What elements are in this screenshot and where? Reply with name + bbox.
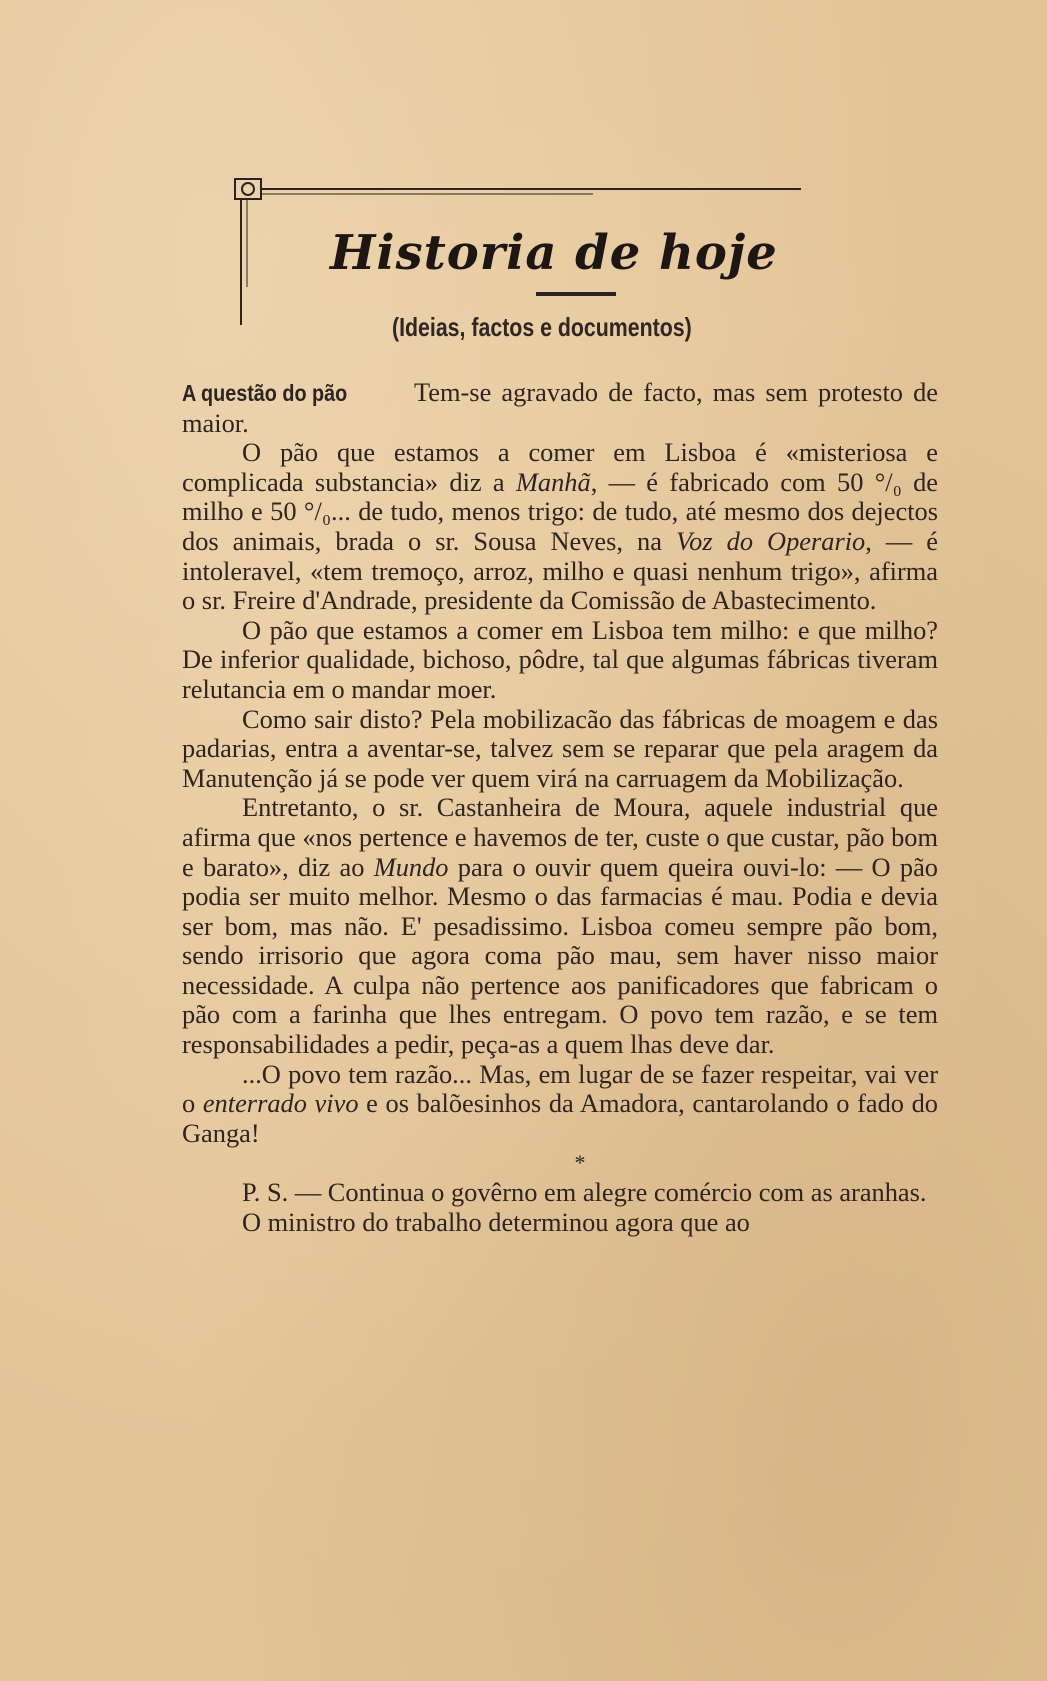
paragraph-2: [182, 438, 938, 616]
newspaper-mundo: Mundo: [373, 851, 449, 882]
enterrado-vivo-title: enterrado vivo: [202, 1088, 359, 1119]
paragraph-1: [182, 378, 938, 438]
paragraph-3: O pão que estamos a comer em Lisboa tem milho: e que milho? De inferior qualidade, bichoso, pôdre, tal que algumas fábricas tiveram relutancia em o mandar moer.: [182, 614, 938, 704]
paragraph-2-text-e: , — é intoleravel, «tem tremoço, arroz, milho e quasi nenhum trigo», afirma o sr. Freire d'Andrade, presidente da Comissão de Abastecimento.: [182, 525, 938, 616]
page-subtitle: (Ideias, factos e documentos): [392, 312, 692, 342]
paragraph-8: O ministro do trabalho determinou agora que ao: [242, 1206, 750, 1237]
article-body: [182, 378, 938, 1237]
paragraph-5: [182, 793, 938, 1059]
paragraph-postscript: P. S. — Continua o govêrno em alegre comércio com as aranhas.: [242, 1177, 927, 1208]
page-title: Historia de hoje: [330, 225, 778, 281]
section-heading: A questão do pão: [182, 380, 348, 406]
paragraph-6: [182, 1060, 938, 1149]
paragraph-4: Como sair disto? Pela mobilizacão das fábricas de moagem e das padarias, entra a aventar-se, talvez sem se reparar que pela aragem da Manutenção já se pode ver quem virá na carruagem da Mobilização.: [182, 703, 938, 793]
paragraph-2-text-c: , — é fabricado com 50 °/₀ de milho e 50 °/₀... de tudo, menos trigo: de tudo, até mesmo dos dejectos dos animais, brada o sr. Sousa Neves, na: [182, 466, 938, 556]
section-separator: *: [574, 1150, 586, 1176]
newspaper-manha: Manhã: [515, 466, 591, 497]
paragraph-1-text: Tem-se agravado de facto, mas sem protesto de maior.: [182, 377, 938, 438]
newspaper-voz-do-operario: Voz do Operario: [675, 525, 866, 556]
paragraph-5-text-c: para o ouvir quem queira ouvi-lo: — O pão podia ser muito melhor. Mesmo o das farmacias é mau. Podia e devia ser bom, mas não. E' pesadissimo. Lisboa comeu sempre pão bom, sendo irrisorio que agora coma pão mau, sem haver nisso maior necessidade. A culpa não pertence aos panificadores que fabricam o pão com a farinha que lhes entregam. O povo tem razão, e se tem responsabilidades a pedir, peça-as a quem lhas deve dar.: [182, 851, 938, 1060]
paragraph-6-text-c: e os balõesinhos da Amadora, cantarolando o fado do Ganga!: [182, 1088, 939, 1148]
paragraph-5-text-a: Entretanto, o sr. Castanheira de Moura, aquele industrial que afirma que «nos pertence e havemos de ter, custe o que custar, pão bom e barato», diz ao: [182, 792, 938, 882]
paragraph-6-text-a: ...O povo tem razão... Mas, em lugar de se fazer respeitar, vai ver o: [182, 1058, 938, 1119]
title-divider: [536, 292, 616, 296]
paragraph-2-text-a: O pão que estamos a comer em Lisboa é «misteriosa e complicada substancia» diz a: [182, 437, 938, 497]
